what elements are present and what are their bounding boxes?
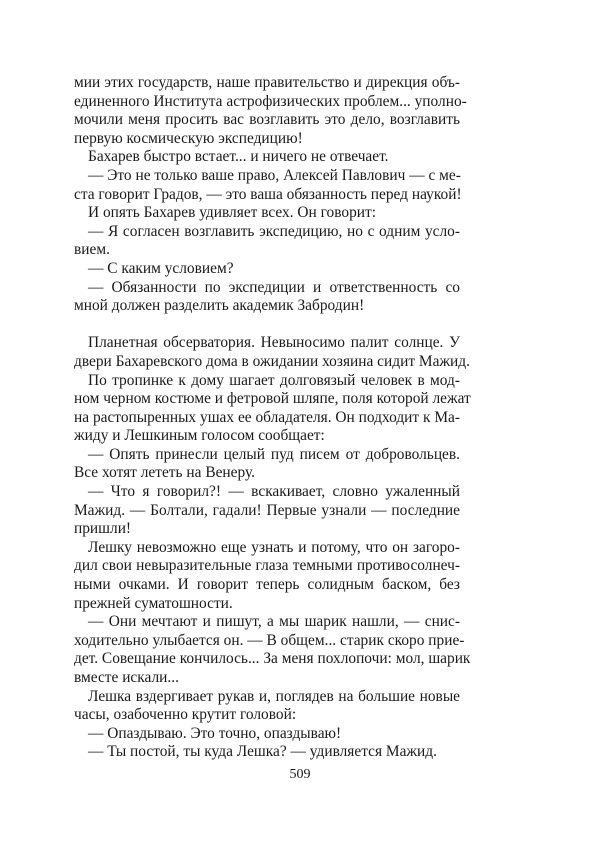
text-line: ном черном костюме и фетровой шляпе, поля которой лежат	[74, 390, 471, 408]
text-line: вместе искали...	[74, 669, 179, 686]
text-line: — С каким условием?	[88, 259, 234, 277]
text-line: Мажид. — Болтали, гадали! Первые узнали — последние	[74, 501, 460, 519]
text-line: По тропинке к дому шагает долговязый человек в мод-	[88, 371, 460, 389]
section-break	[74, 316, 460, 335]
text-line: И опять Бахарев удивляет всех. Он говорит:	[88, 204, 377, 222]
page-body-text	[74, 74, 471, 762]
text-line: на растопыренных ушах ее обладателя. Он подходит к Ма-	[74, 408, 460, 426]
text-line: — Они мечтают и пишут, а мы шарик нашли, — снис-	[88, 613, 460, 631]
text-line: ными очками. И говорит теперь солидным баском, без	[74, 576, 460, 594]
text-line: ста говорит Градов, — это ваша обязанность перед наукой!	[74, 185, 462, 203]
text-line: Бахарев быстро встает... и ничего не отвечает.	[88, 148, 389, 166]
text-line: двери Бахаревского дома в ожидании хозяина сидит Мажид.	[74, 352, 470, 370]
text-line: жиду и Лешкиным голосом сообщает:	[74, 427, 325, 445]
text-line: дил свои невыразительные глаза темными противосолнеч-	[74, 557, 460, 575]
text-line: — Опять принесли целый пуд писем от добровольцев.	[88, 445, 460, 463]
text-line: Лешка вздергивает рукав и, поглядев на большие новые	[88, 687, 460, 705]
page-number: 509	[289, 767, 311, 782]
text-line: Все хотят лететь на Венеру.	[74, 464, 255, 482]
text-line: мной должен разделить академик Забродин!	[74, 297, 365, 315]
text-line: — Я согласен возглавить экспедицию, но с одним усло-	[88, 222, 460, 240]
text-line: пришли!	[74, 520, 132, 538]
text-line: — Опаздываю. Это точно, опаздываю!	[88, 724, 342, 742]
text-line: — Обязанности по экспедиции и ответственность со	[88, 278, 460, 296]
text-line: первую космическую экспедицию!	[74, 129, 303, 147]
text-line: вием.	[74, 241, 110, 259]
text-line: прежней суматошности.	[74, 594, 233, 612]
text-line: дет. Совещание кончилось... За меня похлопочи: мол, шарик	[74, 650, 471, 668]
text-line: — Это не только ваше право, Алексей Павлович — с ме-	[88, 166, 461, 184]
text-line: — Что я говорил?! — вскакивает, словно ужаленный	[88, 483, 460, 501]
text-line: мочили меня просить вас возглавить это дело, возглавить	[74, 111, 460, 129]
text-line: — Ты постой, ты куда Лешка? — удивляется Мажид.	[88, 743, 437, 761]
text-line: ходительно улыбается он. — В общем... старик скоро прие-	[74, 631, 465, 649]
text-line: единенного Института астрофизических проблем... уполно-	[74, 92, 467, 110]
text-line: Планетная обсерватория. Невыносимо палит солнце. У	[88, 334, 460, 352]
text-line: Лешку невозможно еще узнать и потому, что он загоро-	[88, 538, 460, 556]
text-line: мии этих государств, наше правительство и дирекция объ-	[74, 74, 460, 91]
text-line: часы, озабоченно крутит головой:	[74, 706, 297, 724]
